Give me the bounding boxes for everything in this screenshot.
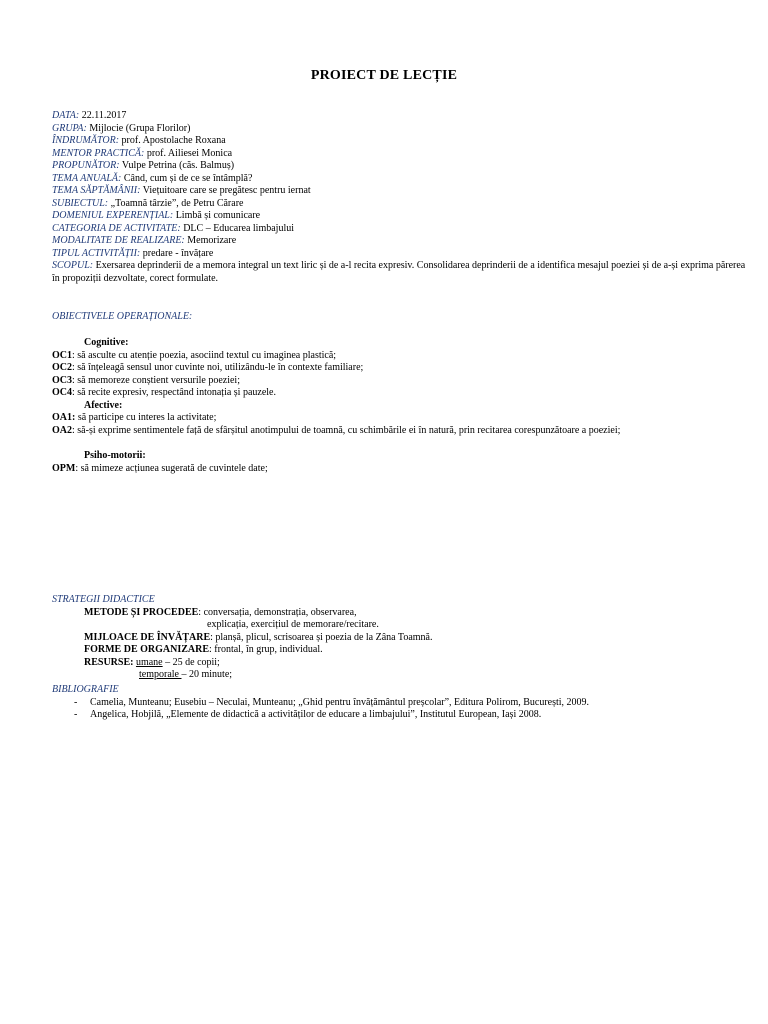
field-subiectul: SUBIECTUL: „Toamnă târzie”, de Petru Cărare bbox=[52, 197, 244, 209]
page-title: PROIECT DE LECȚIE bbox=[310, 68, 458, 83]
objective-oc3: OC3: să memoreze conștient versurile poeziei; bbox=[52, 374, 240, 386]
strategii-heading: STRATEGII DIDACTICE bbox=[52, 594, 155, 605]
header-fields bbox=[52, 110, 752, 285]
strategii-section bbox=[52, 594, 752, 682]
mijloace-line: MIJLOACE DE ÎNVĂȚARE: planșă, plicul, scrisoarea și poezia de la Zâna Toamnă. bbox=[84, 631, 433, 643]
field-tipul: TIPUL ACTIVITĂȚII: predare - învățare bbox=[52, 247, 214, 259]
bibliografie-section bbox=[52, 684, 752, 722]
objective-oc4: OC4: să recite expresiv, respectând intonația și pauzele. bbox=[52, 387, 276, 398]
bibliografie-item: - Camelia, Munteanu; Eusebiu – Neculai, Munteanu; „Ghid pentru învățământul preșcolar”, Editura Polirom, București, 2009. bbox=[74, 696, 590, 708]
field-propunator: PROPUNĂTOR: Vulpe Petrina (căs. Balmuș) bbox=[52, 160, 235, 171]
field-tema-anuala: TEMA ANUALĂ: Când, cum și de ce se întâmplă? bbox=[52, 172, 253, 184]
psiho-heading: Psiho-motorii: bbox=[84, 450, 146, 461]
metode-line-2: explicația, exercițiul de memorare/recitare. bbox=[207, 619, 379, 630]
objective-opm: OPM: să mimeze acțiunea sugerată de cuvintele date; bbox=[52, 462, 268, 474]
afective-heading: Afective: bbox=[84, 399, 123, 411]
field-data: DATA: 22.11.2017 bbox=[52, 110, 127, 121]
objective-oa2: OA2: să-și exprime sentimentele față de sfârșitul anotimpului de toamnă, cu schimbările ei în natură, prin recitarea corespunzătoare a poeziei; bbox=[52, 424, 621, 436]
obiective-heading: OBIECTIVELE OPERAȚIONALE: bbox=[52, 311, 193, 322]
cognitive-heading: Cognitive: bbox=[84, 337, 129, 348]
field-grupa: GRUPA: Mijlocie (Grupa Florilor) bbox=[52, 122, 191, 134]
resurse-line: RESURSE: umane – 25 de copii; bbox=[84, 656, 220, 668]
field-mentor: MENTOR PRACTICĂ: prof. Ailiesei Monica bbox=[52, 147, 233, 159]
field-scopul: SCOPUL: Exersarea deprinderii de a memora integral un text liric și de a-l recita expresiv. Consolidarea deprinderii de a identifica mesajul poeziei și de a-și exprima părerea în propoziții dezvoltate, corect formulate. bbox=[52, 260, 746, 284]
field-indrumator: ÎNDRUMĂTOR: prof. Apostolache Roxana bbox=[52, 135, 226, 146]
obiective-psihomotorii bbox=[52, 450, 752, 475]
objective-oc1: OC1: să asculte cu atenție poezia, asociind textul cu imaginea plastică; bbox=[52, 349, 337, 361]
bibliografie-heading: BIBLIOGRAFIE bbox=[52, 684, 119, 695]
forme-line: FORME DE ORGANIZARE: frontal, în grup, individual. bbox=[84, 644, 323, 655]
metode-line: METODE ȘI PROCEDEE: conversația, demonstrația, observarea, bbox=[84, 606, 357, 618]
obiective-cognitive bbox=[52, 337, 752, 437]
objective-oa1: OA1: să participe cu interes la activitate; bbox=[52, 412, 217, 423]
field-categoria: CATEGORIA DE ACTIVITATE: DLC – Educarea limbajului bbox=[52, 222, 295, 234]
bibliografie-item: - Angelica, Hobjilă, „Elemente de didactică a activităților de educare a limbajului”, Institutul European, Iași 2008. bbox=[74, 709, 542, 720]
field-domeniul: DOMENIUL EXPERENȚIAL: Limbă și comunicare bbox=[52, 210, 261, 221]
resurse-temporale-line: temporale – 20 minute; bbox=[139, 669, 233, 680]
field-tema-saptamanii: TEMA SĂPTĂMÂNII: Viețuitoare care se pregătesc pentru iernat bbox=[52, 185, 311, 196]
field-modalitate: MODALITATE DE REALIZARE: Memorizare bbox=[52, 235, 237, 246]
objective-oc2: OC2: să înțeleagă sensul unor cuvinte noi, utilizându-le în contexte familiare; bbox=[52, 362, 364, 373]
